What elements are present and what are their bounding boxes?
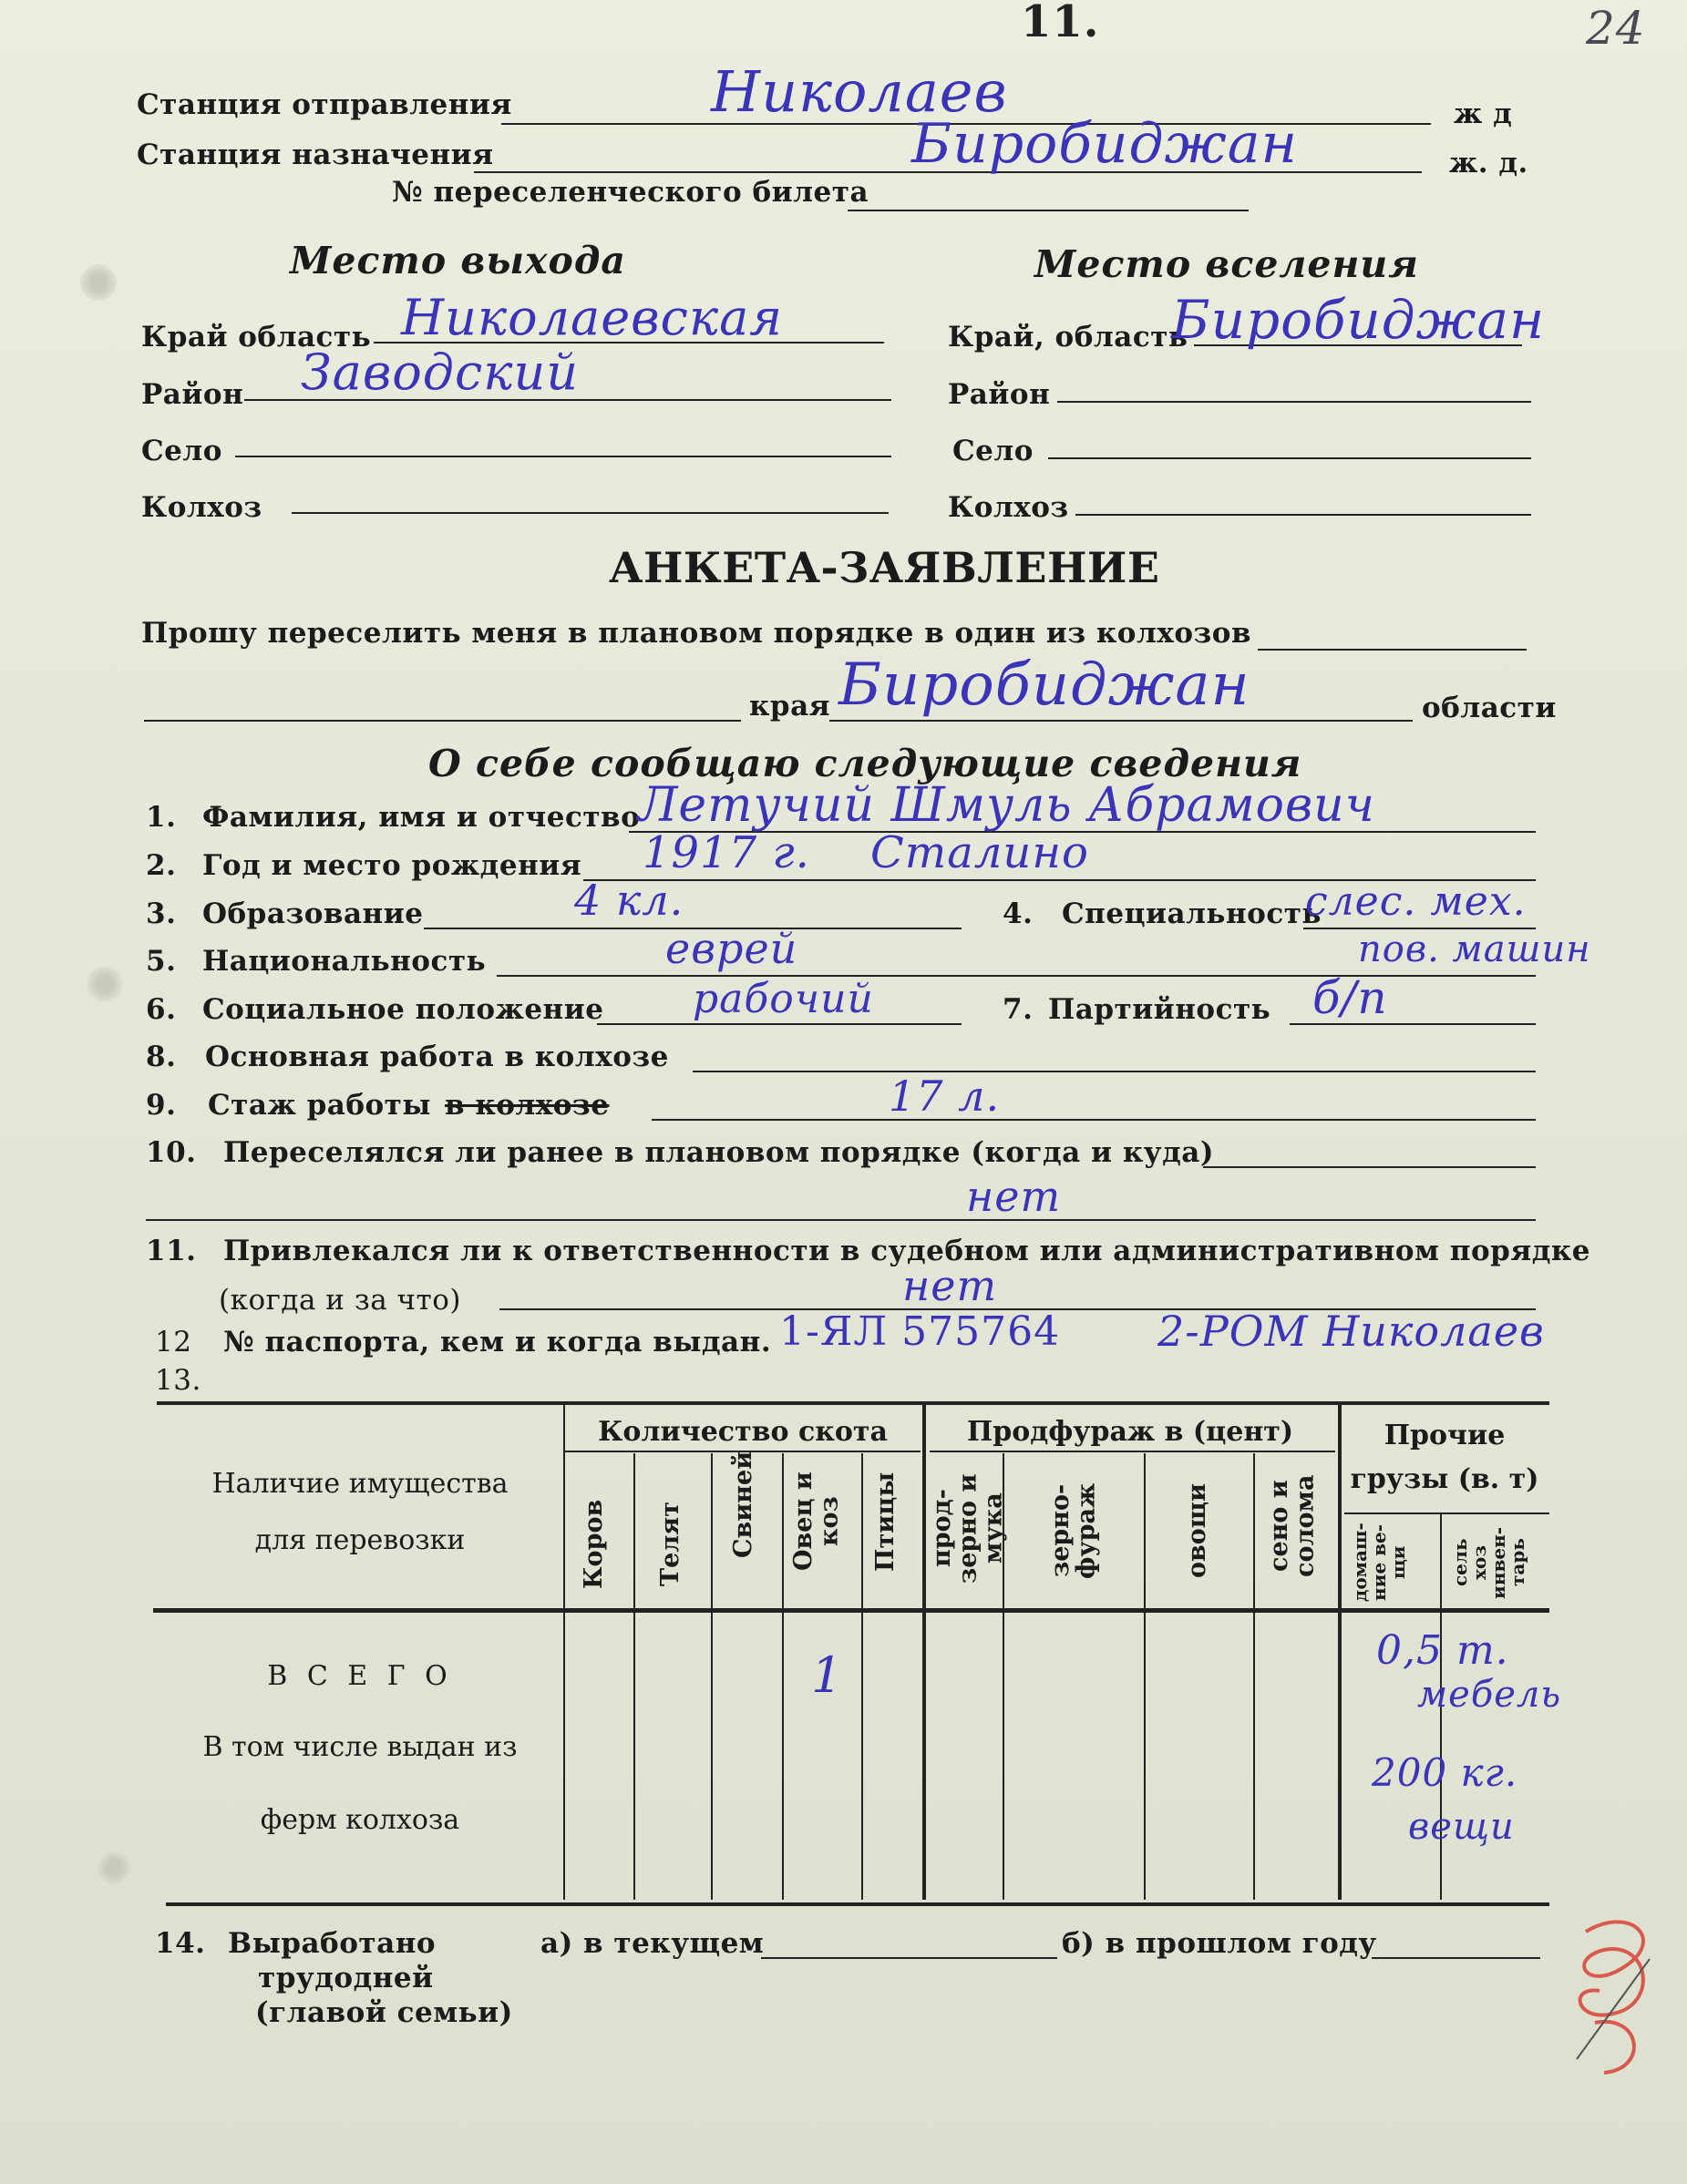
krai-blank-line (144, 720, 741, 722)
field-5-value: еврей (665, 924, 798, 973)
row-header-label: Наличие имущества для перевозки (211, 1468, 509, 1556)
value-household-3: 200 кг. (1372, 1750, 1518, 1795)
field-1-number: 1. (146, 801, 177, 834)
field-8-number: 8. (146, 1041, 177, 1073)
origin-region-value: Николаевская (401, 289, 784, 346)
destination-kolkhoz-label: Колхоз (948, 491, 1069, 524)
workdays-current-label: а) в текущем (540, 1927, 765, 1960)
destination-region-value: Биробиджан (1171, 289, 1546, 351)
feed-group-header: Продфураж в (цент) (966, 1416, 1294, 1448)
field-7-number: 7. (1003, 993, 1034, 1026)
destination-heading: Место вселения (1034, 242, 1419, 286)
field-2-year: 1917 г. (643, 827, 810, 878)
col-hay-straw: сено и солома (1265, 1474, 1320, 1578)
col-household-goods: домаш- ние ве- щи (1349, 1523, 1409, 1603)
rail-suffix-2: ж. д. (1449, 147, 1528, 179)
field-10-line-2 (146, 1219, 1536, 1221)
workdays-current-line (761, 1957, 1057, 1959)
table-col-sep (1144, 1453, 1146, 1900)
workdays-past-line (1372, 1957, 1540, 1959)
sheet-number: 11. (1021, 0, 1100, 47)
field-4-value-1: слес. мех. (1305, 878, 1527, 925)
col-pigs: Свиней (729, 1451, 757, 1558)
origin-village-line (235, 456, 891, 457)
destination-kolkhoz-line (1075, 514, 1531, 516)
field-10-label: Переселялся ли ранее в плановом порядке (когда и куда) (223, 1136, 1214, 1169)
field-8-line (693, 1071, 1536, 1072)
table-col-sep (922, 1403, 926, 1900)
col-farm-equipment: сель хоз инвен- тарь (1449, 1526, 1528, 1599)
field-6-value: рабочий (693, 976, 874, 1022)
field-9-value: 17 л. (889, 1071, 1001, 1121)
field-11-number: 11. (146, 1235, 197, 1267)
row-issued-label-2: ферм колхоза (260, 1804, 460, 1836)
table-col-sep (861, 1453, 863, 1900)
origin-kolkhoz-line (292, 512, 889, 514)
field-2-label: Год и место рождения (202, 849, 582, 882)
field-6-label: Социальное положение (202, 993, 604, 1026)
info-heading: О себе сообщаю следующие сведения (428, 742, 1302, 785)
destination-district-line (1057, 401, 1531, 403)
field-12-value-1: 1-ЯЛ 575764 (779, 1308, 1061, 1355)
col-poultry: Птицы (871, 1471, 900, 1572)
feed-group-underline (930, 1451, 1335, 1452)
workdays-label-3: (главой семьи) (255, 1996, 513, 2029)
field-2-number: 2. (146, 849, 177, 882)
col-grain-feed: зерно- фураж (1046, 1482, 1101, 1579)
field-10-value: нет (966, 1172, 1062, 1221)
field-5-number: 5. (146, 945, 177, 978)
destination-station-label: Станция назначения (137, 138, 494, 171)
field-11-label-2: (когда и за что) (219, 1284, 461, 1317)
field-3-number: 3. (146, 897, 177, 930)
field-6-number: 6. (146, 993, 177, 1026)
value-household-1: 0,5 т. (1376, 1627, 1509, 1674)
workdays-number: 14. (155, 1927, 206, 1960)
request-line (1258, 649, 1527, 651)
origin-village-label: Село (141, 435, 222, 467)
col-cows: Коров (580, 1499, 608, 1590)
field-9-struck: в колхозе (445, 1089, 610, 1122)
field-4-value-2: пов. машин (1358, 928, 1591, 970)
table-col-sep (633, 1453, 635, 1900)
field-5-label: Национальность (202, 945, 487, 978)
table-bottom-border (166, 1902, 1549, 1906)
destination-station-value: Биробиджан (911, 112, 1299, 176)
departure-station-label: Станция отправления (137, 88, 512, 121)
field-8-label: Основная работа в колхозе (205, 1041, 669, 1073)
value-household-2: мебель (1417, 1674, 1562, 1716)
other-group-underline (1344, 1512, 1549, 1514)
field-12-value-2: 2-РОМ Николаев (1157, 1307, 1545, 1356)
field-12-label: № паспорта, кем и когда выдан. (223, 1326, 772, 1359)
origin-kolkhoz-label: Колхоз (141, 491, 262, 524)
field-3-label: Образование (202, 897, 424, 930)
field-4-number: 4. (1003, 897, 1034, 930)
field-3-value: 4 кл. (574, 876, 684, 925)
workdays-past-label: б) в прошлом году (1062, 1927, 1377, 1960)
table-col-sep (711, 1453, 713, 1900)
field-7-value: б/п (1312, 971, 1388, 1024)
ticket-label: № переселенческого билета (392, 176, 869, 209)
field-2-place: Сталино (870, 827, 1089, 878)
col-grain-flour: прод- зерно и мука (928, 1473, 1008, 1584)
origin-region-label: Край область (141, 321, 372, 354)
ticket-line (848, 210, 1249, 211)
red-ink-mark (1549, 1904, 1677, 2087)
destination-district-label: Район (948, 378, 1051, 411)
field-9-number: 9. (146, 1089, 177, 1122)
field-11-label: Привлекался ли к ответственности в судебном или административном порядке (223, 1235, 1590, 1267)
field-9-line (652, 1119, 1536, 1121)
origin-district-value: Заводский (301, 343, 580, 401)
table-col-sep (563, 1403, 565, 1900)
workdays-label-2: трудодней (258, 1962, 434, 1994)
field-4-label: Специальность (1062, 897, 1322, 930)
field-6-line (597, 1023, 962, 1025)
field-1-value: Летучий Шмуль Абрамович (638, 778, 1375, 833)
origin-district-label: Район (141, 378, 244, 411)
field-9-label: Стаж работы (208, 1089, 431, 1122)
col-calves: Телят (656, 1502, 684, 1587)
field-12-number: 12 (155, 1326, 192, 1359)
value-sheep: 1 (811, 1646, 844, 1704)
field-13-number: 13. (155, 1364, 201, 1397)
destination-region-label: Край, область (948, 321, 1188, 354)
field-11-value: нет (902, 1261, 998, 1310)
punch-hole (96, 1850, 132, 1886)
row-total-label: В С Е Г О (267, 1660, 453, 1692)
row-issued-label-1: В том числе выдан из (202, 1731, 518, 1763)
archive-number: 24 (1586, 2, 1646, 55)
punch-hole (80, 264, 117, 301)
value-household-4: вещи (1408, 1806, 1515, 1848)
other-group-header: Прочие грузы (в. т) (1350, 1420, 1539, 1495)
destination-village-line (1048, 457, 1531, 459)
oblast-label: области (1422, 692, 1557, 724)
table-col-sep (1253, 1453, 1255, 1900)
field-10-line (1203, 1166, 1536, 1168)
col-sheep-goats: Овец и коз (789, 1471, 844, 1572)
col-vegetables: овощи (1183, 1482, 1211, 1579)
punch-hole (87, 966, 123, 1002)
krai-label: края (749, 690, 831, 723)
krai-value: Биробиджан (838, 651, 1250, 719)
field-10-number: 10. (146, 1136, 197, 1169)
workdays-label-1: Выработано (228, 1927, 437, 1960)
origin-heading: Место выхода (290, 239, 626, 282)
krai-line (829, 720, 1413, 722)
rail-suffix-1: ж д (1454, 97, 1513, 130)
request-text: Прошу переселить меня в плановом порядке в один из колхозов (141, 617, 1251, 650)
field-7-label: Партийность (1048, 993, 1271, 1026)
destination-village-label: Село (952, 435, 1034, 467)
table-col-sep (782, 1453, 784, 1900)
form-title: АНКЕТА-ЗАЯВЛЕНИЕ (609, 543, 1160, 592)
field-1-label: Фамилия, имя и отчество (202, 801, 641, 834)
departure-station-value: Николаев (711, 58, 1008, 125)
livestock-group-header: Количество скота (598, 1416, 888, 1448)
